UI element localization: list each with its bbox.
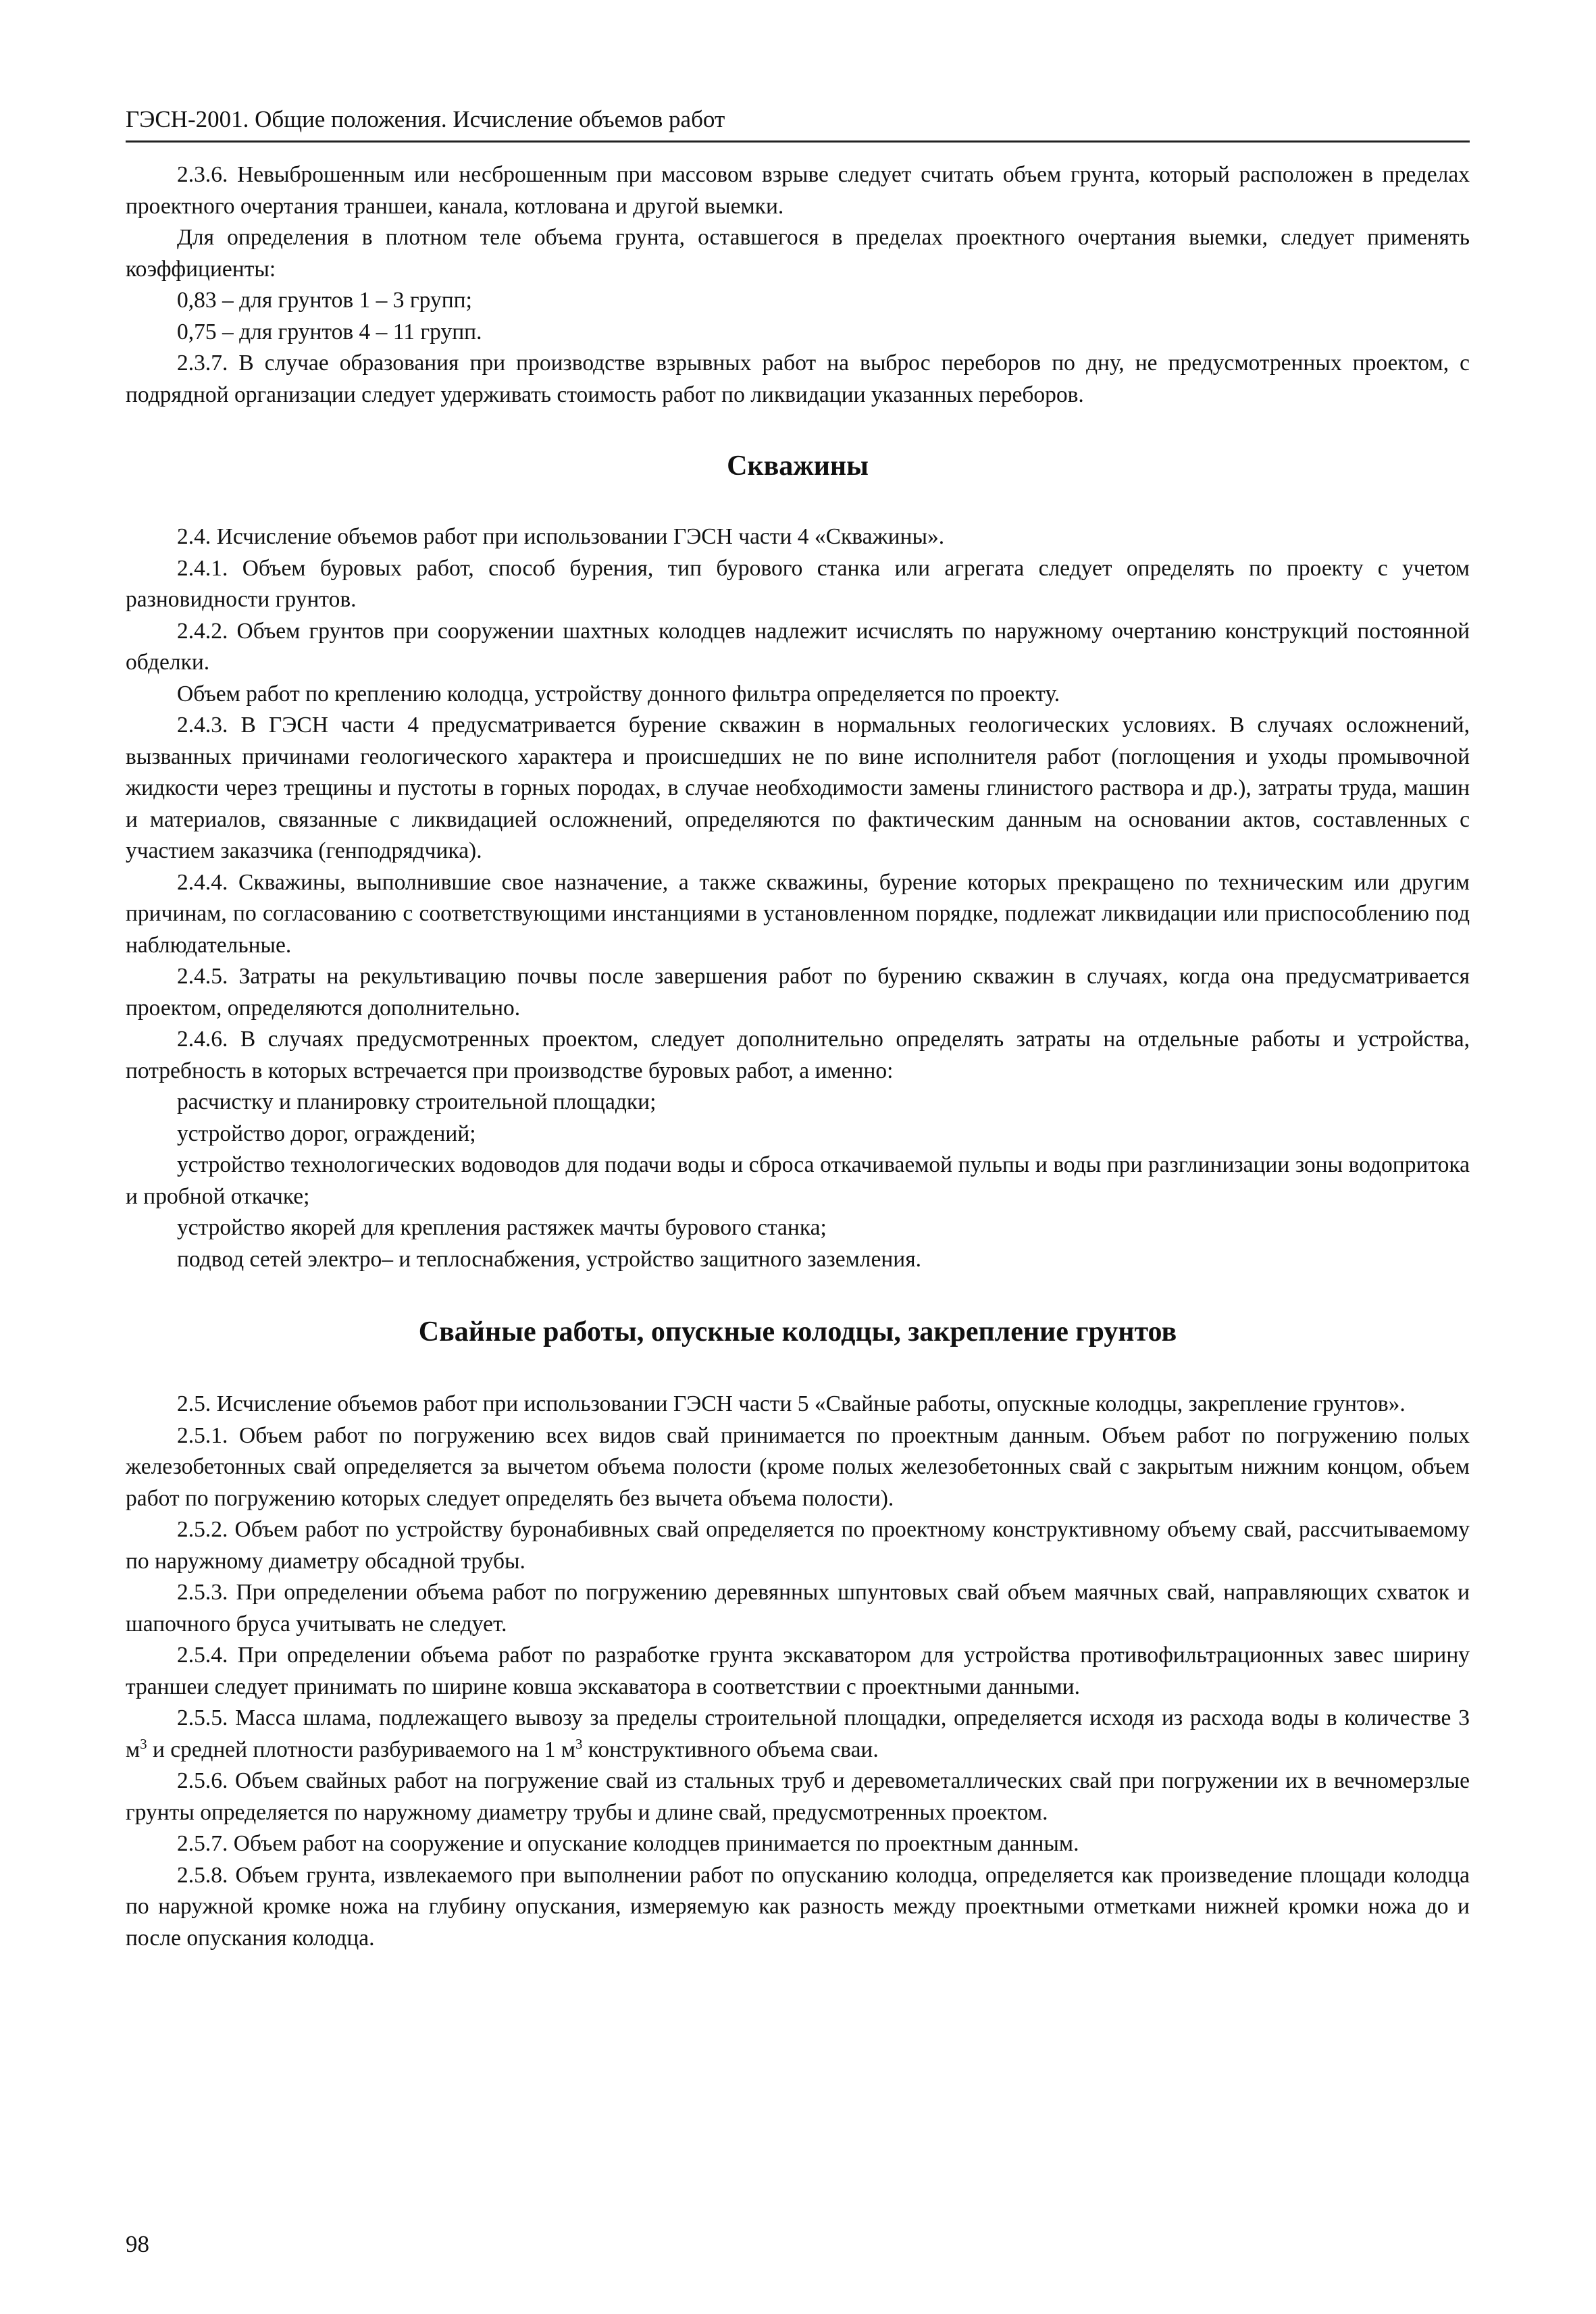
paragraph-2-4: 2.4. Исчисление объемов работ при использовании ГЭСН части 4 «Скважины». (177, 524, 945, 549)
paragraph-2-4-5: 2.4.5. Затраты на рекультивацию почвы после завершения работ по бурению скважин в случаях, когда она предусматривается проектом, определяются дополнительно. (126, 964, 1470, 1021)
page-body (126, 159, 1470, 1954)
paragraph-2-4-1: 2.4.1. Объем буровых работ, способ бурения, тип бурового станка или агрегата следует определять по проекту с учетом разновидности грунтов. (126, 555, 1470, 612)
coefficient-item: 0,83 – для грунтов 1 – 3 групп; (177, 288, 472, 313)
running-title: ГЭСН-2001. Общие положения. Исчисление объемов работ (126, 106, 725, 132)
paragraph-2-5-1: 2.5.1. Объем работ по погружению всех видов свай принимается по проектным данным. Объем работ по погружению полых железобетонных свай определяется за вычетом объема полости (кроме полых железобетонных свай с закрытым нижним концом, объем работ по погружению которых следует определять без вычета объема полости). (126, 1422, 1470, 1511)
paragraph-coefficients-intro: Для определения в плотном теле объема грунта, оставшегося в пределах проектного очертания выемки, следует применять коэффициенты: (126, 225, 1470, 282)
paragraph-2-5-8: 2.5.8. Объем грунта, извлекаемого при выполнении работ по опусканию колодца, определяется как произведение площади колодца по наружной кромке ножа на глубину опускания, измеряемую как разность между проектными отметками нижней кромки ножа до и после опускания колодца. (126, 1862, 1470, 1951)
paragraph-2-3-7: 2.3.7. В случае образования при производстве взрывных работ на выброс переборов по дну, не предусмотренных проектом, с подрядной организации следует удерживать стоимость работ по ликвидации указанных переборов. (126, 351, 1470, 407)
cubic-superscript: 3 (140, 1736, 147, 1752)
paragraph-2-5-5 (126, 1703, 1470, 1766)
paragraph-2-5: 2.5. Исчисление объемов работ при использовании ГЭСН части 5 «Свайные работы, опускные колодцы, закрепление грунтов». (177, 1391, 1406, 1416)
list-item: подвод сетей электро– и теплоснабжения, устройство защитного заземления. (177, 1246, 921, 1272)
paragraph-2-5-6: 2.5.6. Объем свайных работ на погружение свай из стальных труб и деревометаллических свай при погружении их в вечномерзлые грунты определяется по наружному диаметру трубы и длине свай, предусмотренных проектом. (126, 1768, 1470, 1825)
paragraph-2-5-2: 2.5.2. Объем работ по устройству буронабивных свай определяется по проектному конструктивному объему свай, рассчитываемому по наружному диаметру обсадной трубы. (126, 1517, 1470, 1574)
paragraph-2-4-6: 2.4.6. В случаях предусмотренных проектом, следует дополнительно определять затраты на отдельные работы и устройства, потребность в которых встречается при производстве буровых работ, а именно: (126, 1027, 1470, 1083)
paragraph-2-5-5-part-b: и средней плотности разбуриваемого на 1 м (147, 1737, 576, 1762)
running-header (126, 99, 1470, 143)
paragraph-2-4-4: 2.4.4. Скважины, выполнившие свое назначение, а также скважины, бурение которых прекращено по техническим или другим причинам, по согласованию с соответствующими инстанциями в установленном порядке, подлежат ликвидации или приспособлению под наблюдательные. (126, 869, 1470, 958)
paragraph-2-4-2-continued: Объем работ по креплению колодца, устройству донного фильтра определяется по проекту. (177, 681, 1060, 706)
cubic-superscript: 3 (575, 1736, 583, 1752)
list-item: устройство якорей для крепления растяжек мачты бурового станка; (177, 1215, 827, 1240)
paragraph-2-5-3: 2.5.3. При определении объема работ по погружению деревянных шпунтовых свай объем маячных свай, направляющих схваток и шапочного бруса учитывать не следует. (126, 1580, 1470, 1637)
paragraph-2-5-5-part-a: 2.5.5. Масса шлама, подлежащего вывозу за пределы строительной площадки, определяется исходя из расхода воды в количестве 3 м (126, 1705, 1470, 1762)
paragraph-2-4-2: 2.4.2. Объем грунтов при сооружении шахтных колодцев надлежит исчислять по наружному очертанию конструкций постоянной обделки. (126, 618, 1470, 675)
paragraph-2-3-6: 2.3.6. Невыброшенным или несброшенным при массовом взрыве следует считать объем грунта, который расположен в пределах проектного очертания траншеи, канала, котлована и другой выемки. (126, 162, 1470, 219)
list-item: устройство дорог, ограждений; (177, 1121, 476, 1146)
paragraph-2-5-5-part-c: конструктивного объема сваи. (582, 1737, 879, 1762)
page-number: 98 (126, 2231, 149, 2257)
list-item: устройство технологических водоводов для подачи воды и сброса откачиваемой пульпы и воды при разглинизации зоны водопритока и пробной откачке; (126, 1152, 1470, 1209)
paragraph-2-4-3: 2.4.3. В ГЭСН части 4 предусматривается бурение скважин в нормальных геологических условиях. В случаях осложнений, вызванных причинами геологического характера и происшедших не по вине исполнителя работ (поглощения и уходы промывочной жидкости через трещины и пустоты в горных породах, в случае необходимости замены глинистого раствора и др.), затраты труда, машин и материалов, связанные с ликвидацией осложнений, определяются по фактическим данным на основании актов, составленных с участием заказчика (генподрядчика). (126, 713, 1470, 863)
list-item: расчистку и планировку строительной площадки; (177, 1089, 657, 1114)
paragraph-2-5-7: 2.5.7. Объем работ на сооружение и опускание колодцев принимается по проектным данным. (177, 1831, 1079, 1856)
section-heading-wells: Скважины (727, 451, 869, 482)
section-heading-piles: Свайные работы, опускные колодцы, закрепление грунтов (418, 1316, 1177, 1347)
coefficient-item: 0,75 – для грунтов 4 – 11 групп. (177, 319, 482, 344)
paragraph-2-5-4: 2.5.4. При определении объема работ по разработке грунта экскаватором для устройства противофильтрационных завес ширину траншеи следует принимать по ширине ковша экскаватора в соответствии с проектными данными. (126, 1643, 1470, 1699)
